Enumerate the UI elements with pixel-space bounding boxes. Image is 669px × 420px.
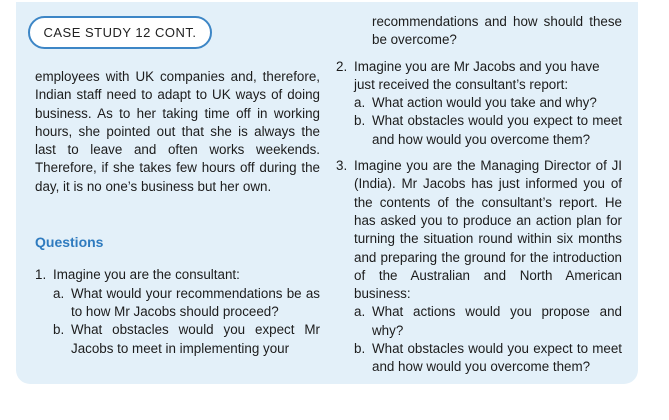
question-3a-text: What actions would you propose and why? <box>372 304 622 338</box>
left-column <box>35 68 320 358</box>
question-2b <box>354 112 622 149</box>
question-3a-letter: a. <box>354 304 366 320</box>
question-2-number: 2. <box>336 58 348 74</box>
question-1a-text: What would your recommendations be as to how Mr Jacobs should proceed? <box>71 285 320 319</box>
question-1b-letter: b. <box>53 322 65 338</box>
question-2a-text: What action would you take and why? <box>372 95 597 111</box>
questions-heading: Questions <box>35 234 104 251</box>
question-2-text: Imagine you are Mr Jacobs and you have just received the consultant’s report: <box>354 58 600 92</box>
question-1-text: Imagine you are the consultant: <box>53 267 240 283</box>
question-3-text: Imagine you are the Managing Director of JI (India). Mr Jacobs has just informed you of the contents of the consultant’s report. He has asked you to produce an action plan for turning the situation round within six months and preparing the ground for the introduction of the Australian and North American business: <box>354 158 622 302</box>
question-3-number: 3. <box>336 158 348 174</box>
question-2a <box>354 94 622 112</box>
question-2a-letter: a. <box>354 95 366 111</box>
question-2 <box>336 58 622 149</box>
question-2b-letter: b. <box>354 113 366 129</box>
question-3b-text: What obstacles would you expect to meet and how would you overcome them? <box>372 341 622 375</box>
question-1b <box>53 321 320 358</box>
question-1a-letter: a. <box>53 285 65 301</box>
case-study-label: CASE STUDY 12 CONT. <box>28 16 212 49</box>
question-1b-text: What obstacles would you expect Mr Jacobs to meet in implementing your <box>71 322 320 356</box>
question-2b-text: What obstacles would you expect to meet and how would you overcome them? <box>372 113 622 147</box>
question-3b-letter: b. <box>354 341 366 357</box>
case-paragraph: employees with UK companies and, therefore, Indian staff need to adapt to UK ways of doing business. As to her taking time off in working hours, she pointed out that she is always the last to leave and often works weekends. Therefore, if she takes few hours off during the day, it is no one’s business but her own. <box>35 69 320 194</box>
question-1b-continued-text: recommendations and how should these be overcome? <box>372 14 622 48</box>
question-1a <box>53 285 320 322</box>
question-1b-continued <box>354 13 622 50</box>
right-column <box>336 13 622 377</box>
question-3 <box>336 157 622 377</box>
question-3b <box>354 340 622 377</box>
question-1 <box>35 266 320 357</box>
question-1-number: 1. <box>35 267 47 283</box>
question-3a <box>354 303 622 340</box>
